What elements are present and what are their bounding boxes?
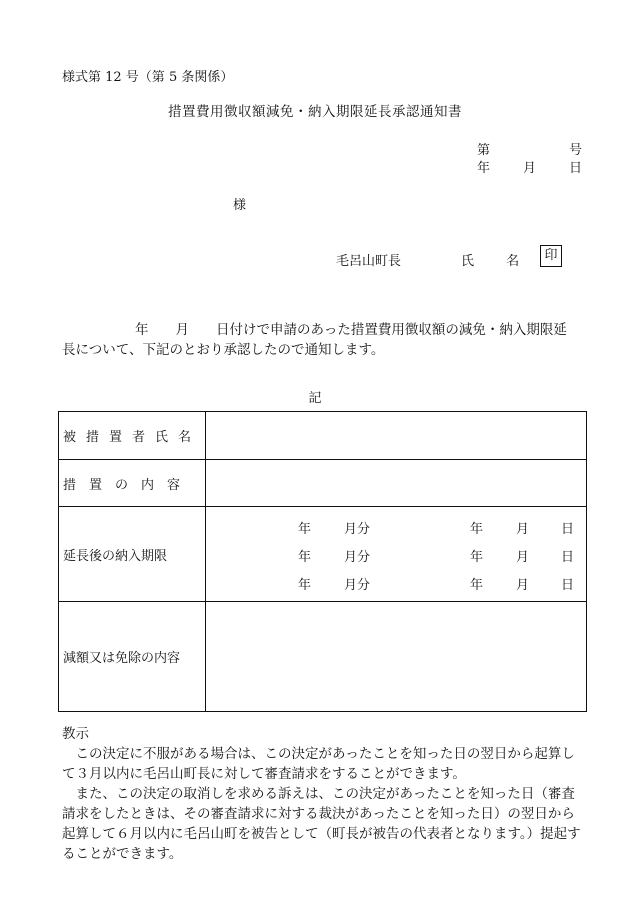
body-line-1: 年 月 日付けで申請のあった措置費用徴収額の減免・納入期限延	[135, 322, 567, 338]
label-reduction-content: 減額又は免除の内容	[59, 602, 206, 712]
table-row	[59, 460, 587, 507]
issue-date-month: 月	[523, 161, 537, 176]
ki-heading: 記	[308, 391, 322, 406]
notice-heading: 教示	[62, 726, 89, 742]
table-row	[59, 602, 587, 712]
details-table	[58, 411, 587, 712]
value-subject-name[interactable]	[206, 412, 587, 460]
issue-date-day: 日	[569, 161, 583, 176]
notification-body	[62, 320, 582, 360]
document-number-suffix: 号	[569, 143, 583, 158]
value-measure-content[interactable]	[206, 460, 587, 507]
appeal-notice	[62, 724, 582, 864]
label-extended-deadline: 延長後の納入期限	[59, 507, 206, 602]
notice-paragraph-1: この決定に不服がある場合は、この決定があったことを知った日の翌日から起算して３月以内に毛呂山町長に対して審査請求をすることができます。	[62, 746, 575, 782]
body-line-2: 長について、下記のとおり承認したので通知します。	[62, 342, 385, 358]
value-reduction-content[interactable]	[206, 602, 587, 712]
deadline-line: 年 月分 年 月 日	[298, 550, 575, 565]
issuer-office: 毛呂山町長	[336, 254, 402, 269]
label-measure-content: 措置の内容	[59, 460, 206, 507]
seal-stamp: 印	[540, 245, 562, 267]
document-title: 措置費用徴収額減免・納入期限延長承認通知書	[168, 104, 462, 120]
value-extended-deadline[interactable]	[206, 507, 587, 602]
form-number: 様式第 12 号（第 5 条関係）	[62, 70, 234, 85]
document-number-label: 第	[477, 143, 491, 158]
table-row	[59, 412, 587, 460]
deadline-line: 年 月分 年 月 日	[298, 522, 575, 537]
notice-paragraph-2: また、この決定の取消しを求める訴えは、この決定があったことを知った日（審査請求をしたときは、その審査請求に対する裁決があったことを知った日）の翌日から起算して６月以内に毛呂山町を被告として（町長が被告の代表者となります。）提起することができます。	[62, 786, 581, 862]
label-subject-name: 被措置者氏名	[59, 412, 206, 460]
table-row	[59, 507, 587, 602]
issue-date-year: 年	[477, 161, 491, 176]
deadline-line: 年 月分 年 月 日	[298, 578, 575, 593]
issuer-name-label: 氏 名	[461, 254, 534, 269]
addressee-honorific: 様	[233, 198, 247, 213]
